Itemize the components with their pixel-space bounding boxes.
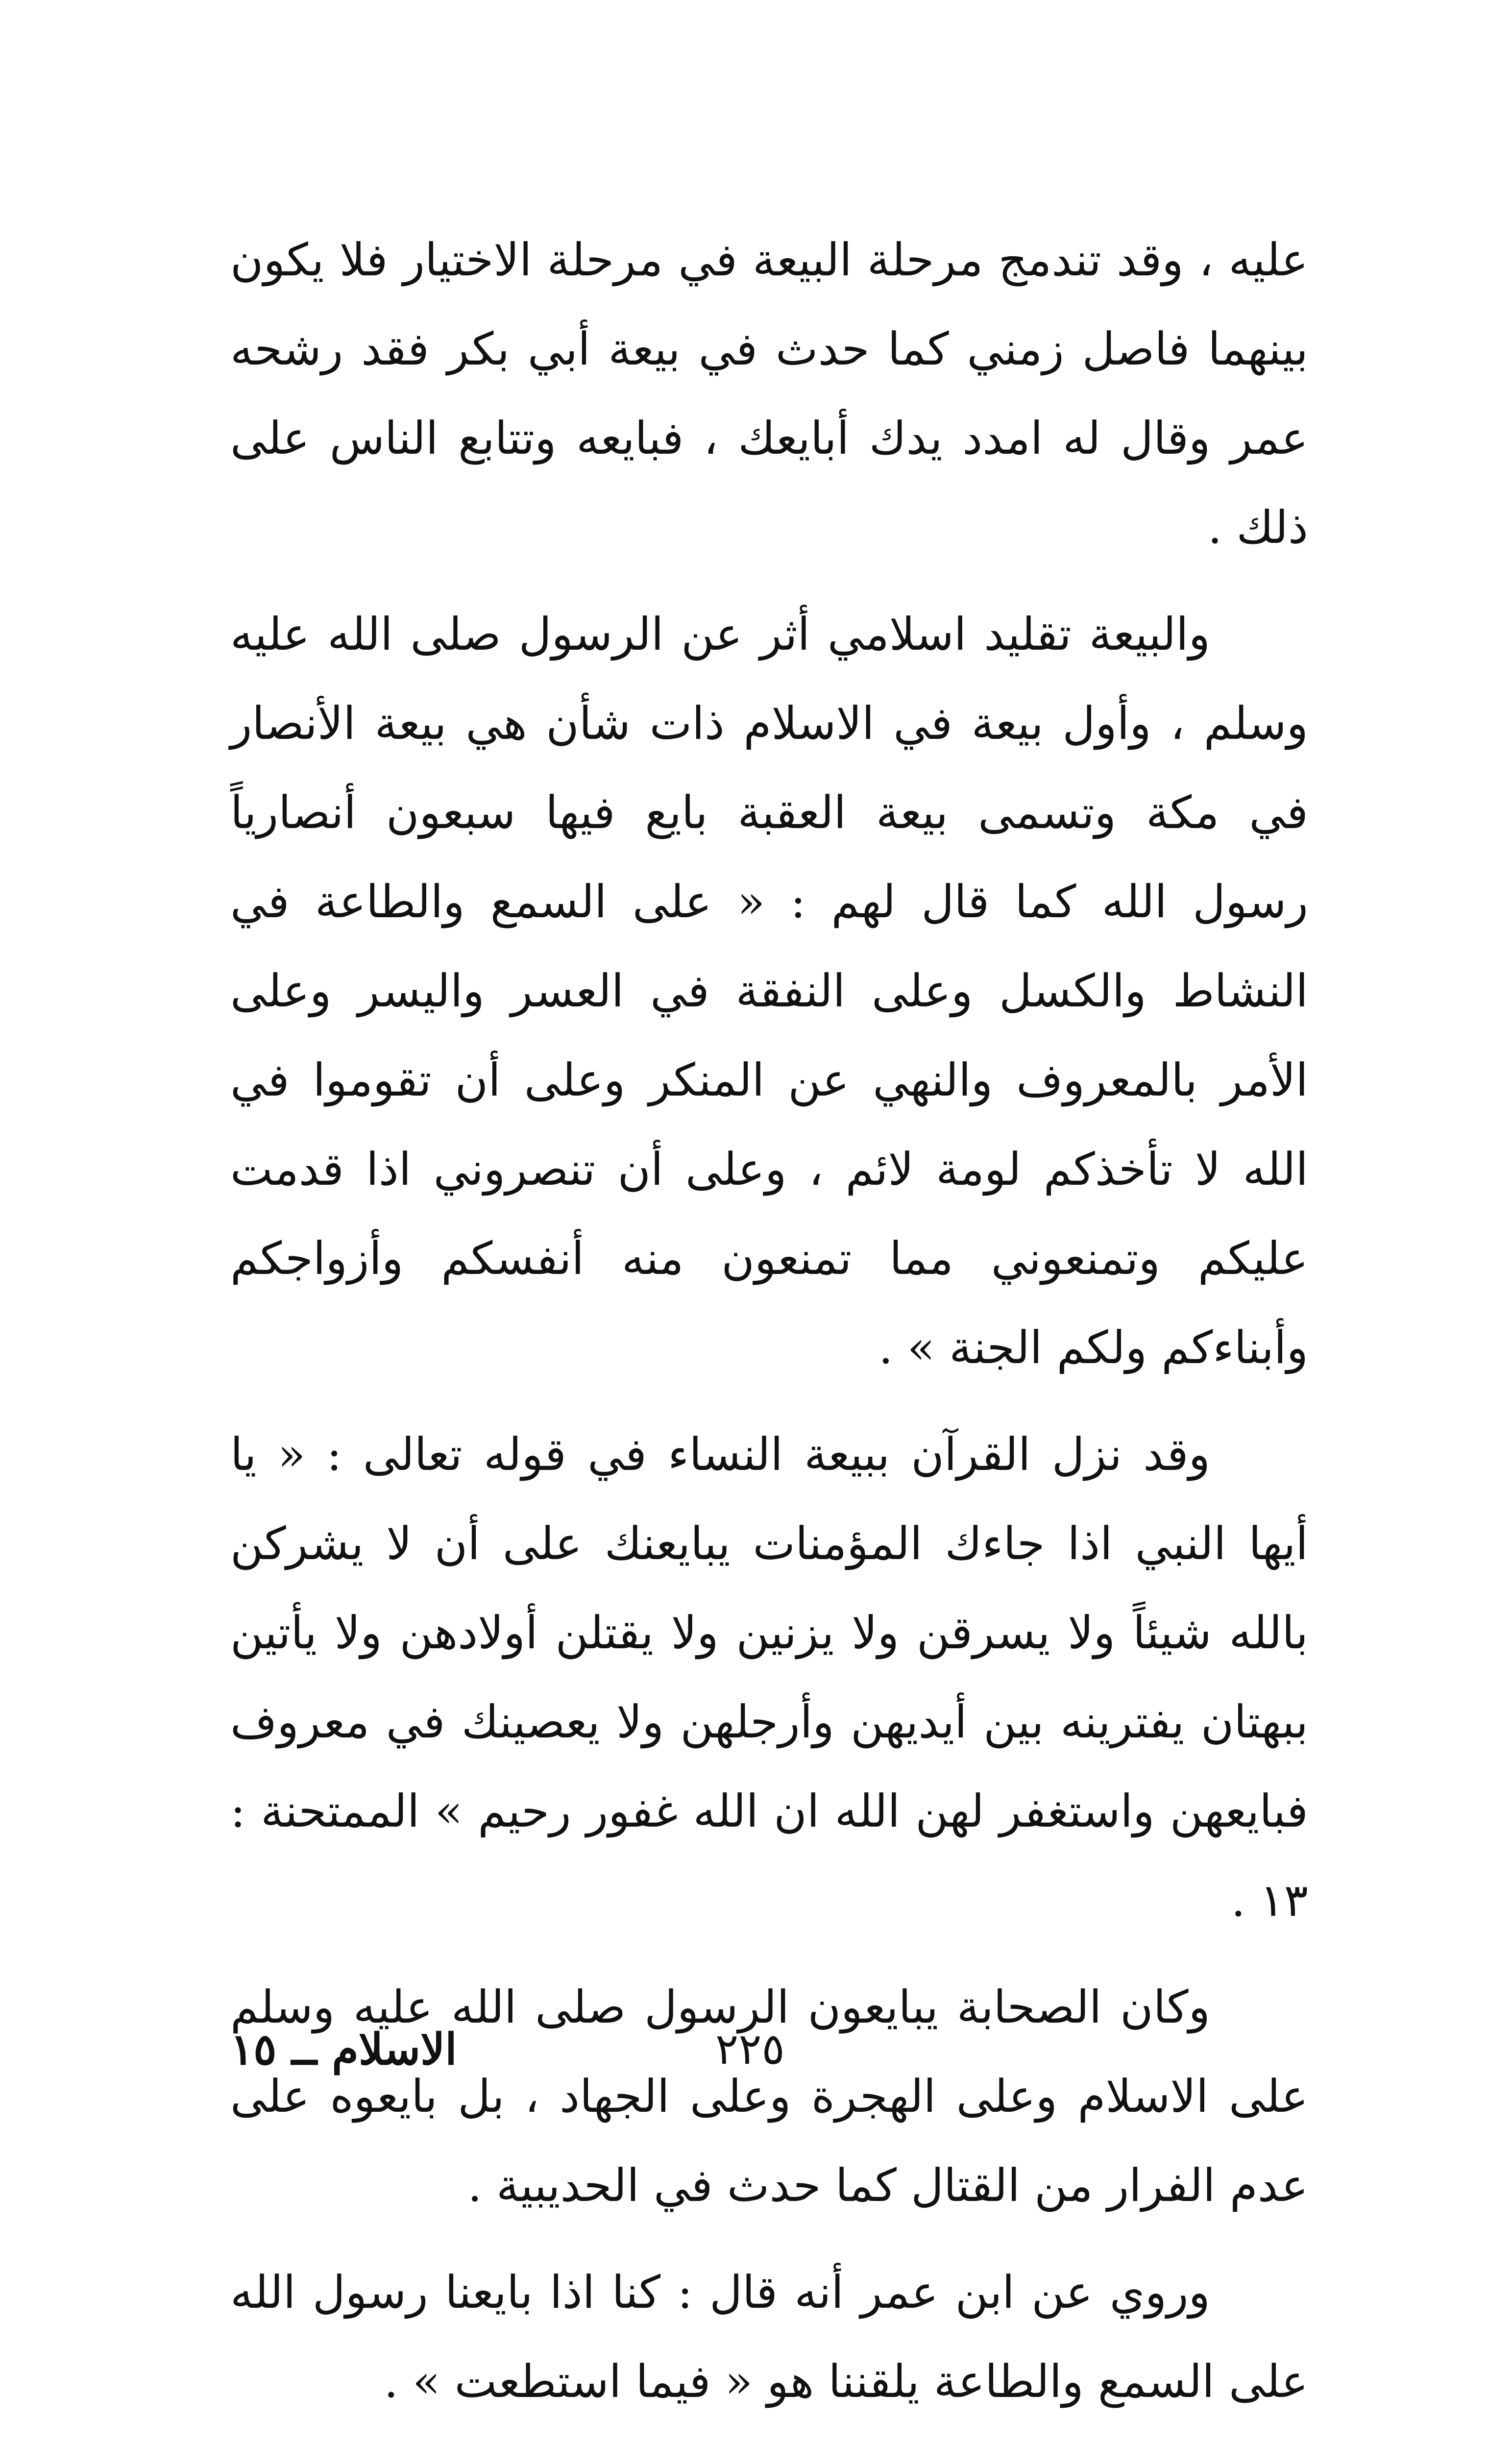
page-footer (230, 2024, 1308, 2092)
paragraph-3: وقد نزل القرآن ببيعة النساء في قوله تعالى : « يا أيها النبي اذا جاءك المؤمنات يبايعنك على أن لا يشركن بالله شيئاً ولا يسرقن ولا يزنين ولا يقتلن أولادهن ولا يأتين ببهتان يفترينه بين أيديهن وأرجلهن ولا يعصينك في معروف فبايعهن واستغفر لهن الله ان الله غفور رحيم » الممتحنة : ١٣ . (230, 1428, 1308, 1927)
paragraph-5: وروي عن ابن عمر أنه قال : كنا اذا بايعنا رسول الله على السمع والطاعة يلقننا هو « فيما استطعت » . (230, 2266, 1308, 2408)
body-text (230, 216, 1308, 2444)
paragraph-2: والبيعة تقليد اسلامي أثر عن الرسول صلى الله عليه وسلم ، وأول بيعة في الاسلام ذات شأن هي بيعة الأنصار في مكة وتسمى بيعة العقبة بايع فيها سبعون أنصارياً رسول الله كما قال لهم : « على السمع والطاعة في النشاط والكسل وعلى النفقة في العسر واليسر وعلى الأمر بالمعروف والنهي عن المنكر وعلى أن تقوموا في الله لا تأخذكم لومة لائم ، وعلى أن تنصروني اذا قدمت عليكم وتمنعوني مما تمنعون منه أنفسكم وأزواجكم وأبناءكم ولكم الجنة » . (230, 608, 1308, 1374)
paragraph-4: وكان الصحابة يبايعون الرسول صلى الله عليه وسلم على الاسلام وعلى الهجرة وعلى الجهاد ، بل بايعوه على عدم الفرار من القتال كما حدث في الحديبية . (230, 1981, 1308, 2212)
paragraph-1: عليه ، وقد تندمج مرحلة البيعة في مرحلة الاختيار فلا يكون بينهما فاصل زمني كما حدث في بيعة أبي بكر فقد رشحه عمر وقال له امدد يدك أبايعك ، فبايعه وتتابع الناس على ذلك . (230, 234, 1308, 554)
signature-mark: الاسلام ــ ١٥ (230, 2024, 457, 2075)
page-number: ٢٢٥ (715, 2024, 785, 2074)
